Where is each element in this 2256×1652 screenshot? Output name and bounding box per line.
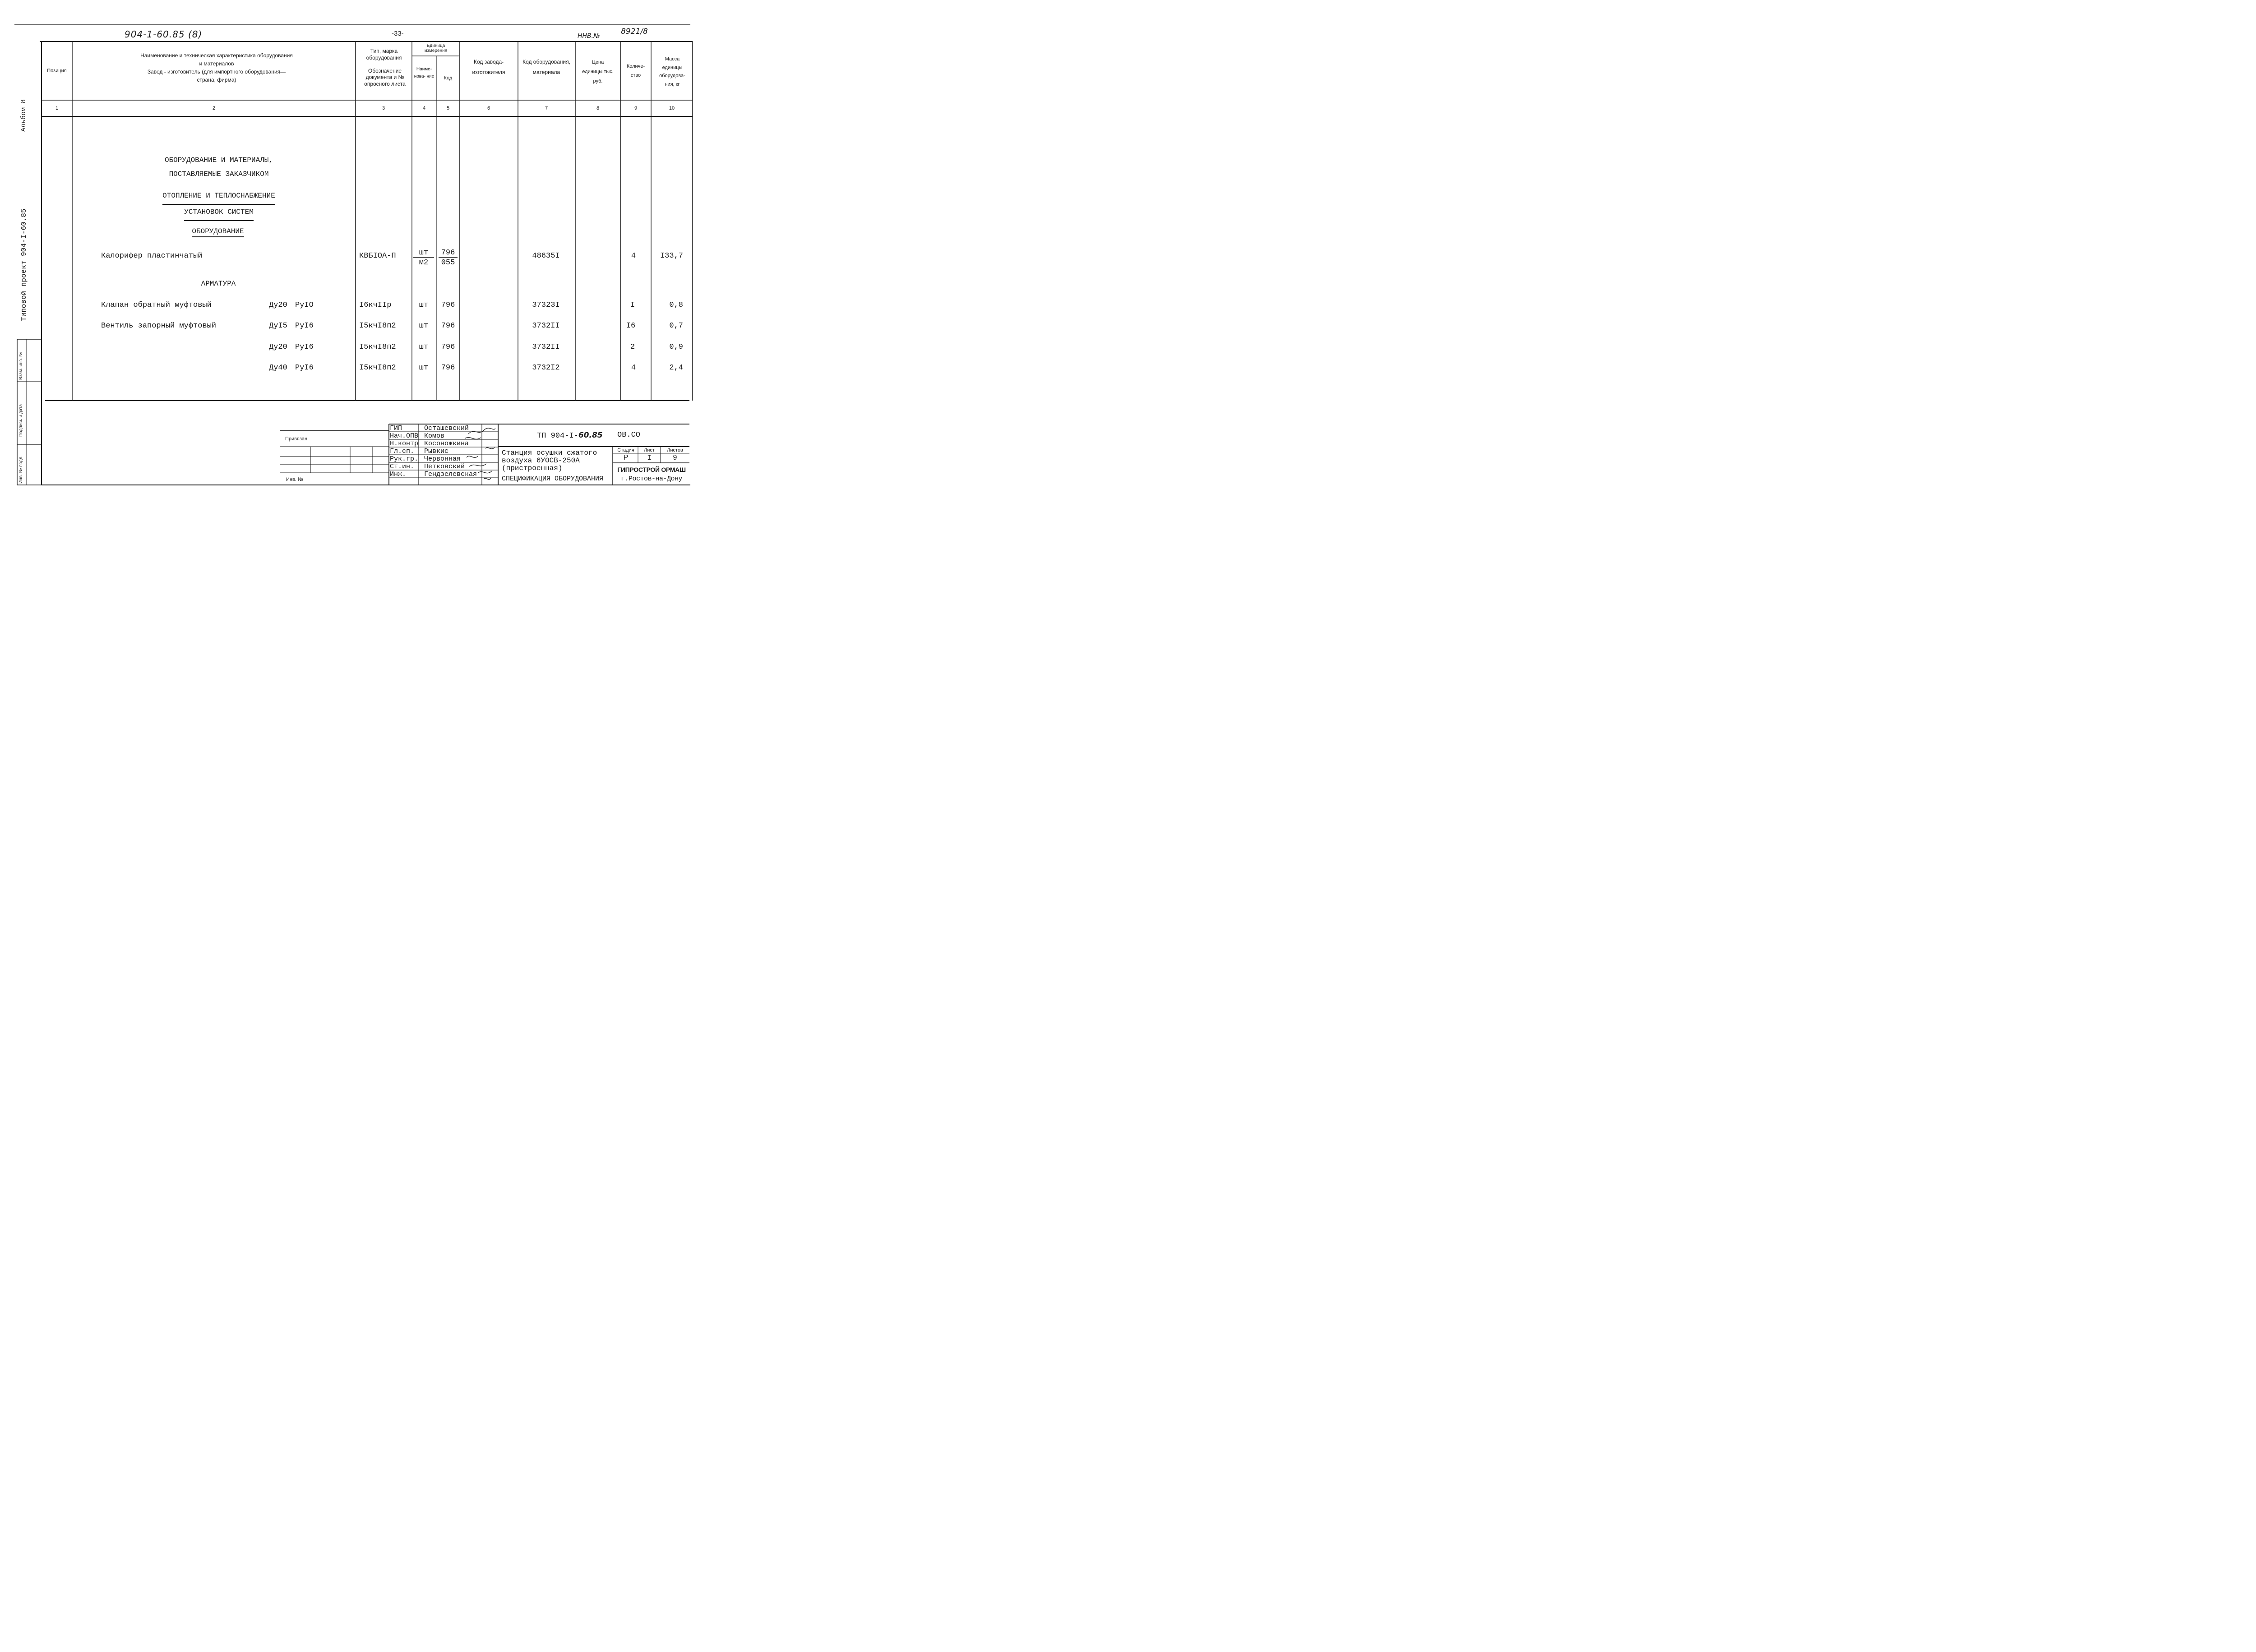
row-4-unit: шт <box>419 343 429 351</box>
stamp-stage-value: Р <box>623 454 629 461</box>
row-1-qty: 4 <box>631 252 636 260</box>
col-header-qty: Количе- ство <box>626 64 645 78</box>
row-5-equip-code: 3732I2 <box>532 364 560 372</box>
row-1-unit-top: шт <box>413 249 434 258</box>
row-5-pu: РуI6 <box>295 364 314 372</box>
row-1-mark: КВБIОА-П <box>359 252 396 260</box>
row-2-mass: 0,8 <box>669 301 683 309</box>
row-5-mark: I5кчI8п2 <box>359 364 396 372</box>
row-4-mass: 0,9 <box>669 343 683 351</box>
row-3-pu: РуI6 <box>295 322 314 330</box>
col-number-6: 6 <box>487 106 490 111</box>
row-2-du: Ду20 <box>269 301 287 309</box>
project-label: Типовой проект 904-I-60.85 <box>20 208 28 321</box>
stamp-title: Станция осушки сжатого воздуха 6УОСВ-250А (пристроенная) <box>502 449 597 472</box>
side-box-vzam: Взам. инв. № <box>18 352 23 380</box>
col-number-5: 5 <box>446 106 450 111</box>
col-header-name: Наименование и техническая характеристика оборудования и материалов Завод - изготовитель (для импортного оборудования— страна, фирма) <box>140 52 293 83</box>
inv-value: 8921/8 <box>621 27 648 36</box>
inv-label: ННВ.№ <box>578 32 600 40</box>
stamp-roles: ГИП Нач.ОПВ Н.контр Гл.сп. Рук.гр. Ст.ин. Инж. <box>390 425 419 478</box>
row-3-du: ДуI5 <box>269 322 287 330</box>
stamp-sheet-label: Лист <box>644 448 655 453</box>
stamp-city: г.Ростов-на-Дону <box>620 475 683 483</box>
col-number-3: 3 <box>382 106 385 111</box>
section-heading-fittings: АРМАТУРА <box>201 280 236 288</box>
col-header-mfr-code: Код завода- изготовителя <box>472 59 505 75</box>
row-5-mass: 2,4 <box>669 364 683 372</box>
album-label: Альбом 8 <box>20 99 28 132</box>
col-header-unit-code: Код <box>444 75 453 81</box>
col-header-price: Цена единицы тыс. руб. <box>582 60 614 84</box>
row-2-pu: РуIO <box>295 301 314 309</box>
row-3-code: 796 <box>441 322 455 330</box>
row-3-equip-code: 3732II <box>532 322 560 330</box>
row-3-unit: шт <box>419 322 429 330</box>
col-number-1: 1 <box>55 106 59 111</box>
stamp-doc-mark: ОВ.СО <box>617 431 641 439</box>
stamp-stage-label: Стадия <box>617 448 634 453</box>
row-3-mass: 0,7 <box>669 322 683 330</box>
row-2-mark: I6кчIIр <box>359 301 392 309</box>
stamp-spec-title: СПЕЦИФИКАЦИЯ ОБОРУДОВАНИЯ <box>502 475 604 483</box>
col-header-unit: Единица измерения <box>424 43 448 53</box>
row-2-code: 796 <box>441 301 455 309</box>
row-5-du: Ду40 <box>269 364 287 372</box>
section-heading-heating: ОТОПЛЕНИЕ И ТЕПЛОСНАБЖЕНИЕ УСТАНОВОК СИСТЕМ <box>135 189 302 221</box>
stamp-sheets-value: 9 <box>673 454 677 461</box>
row-1-code-top: 796 <box>439 249 458 258</box>
col-header-type-mark: Тип, марка оборудования <box>366 48 402 61</box>
row-2-qty: I <box>630 301 635 309</box>
side-box-podpis: Подпись и дата <box>18 404 23 437</box>
col-number-9: 9 <box>634 106 638 111</box>
col-number-2: 2 <box>212 106 216 111</box>
row-1-mass: I33,7 <box>660 252 683 260</box>
row-5-unit: шт <box>419 364 429 372</box>
row-1-unit-bottom: м2 <box>419 258 429 267</box>
col-number-10: 10 <box>669 106 675 111</box>
row-3-qty: I6 <box>626 322 636 330</box>
row-2-name: Клапан обратный муфтовый <box>101 301 212 309</box>
col-number-4: 4 <box>422 106 426 111</box>
stamp-org: ГИПРОСТРОЙ ОРМАШ <box>617 466 686 473</box>
stamp-sheet-value: I <box>647 454 652 462</box>
signatures-graphic <box>460 426 501 484</box>
row-5-qty: 4 <box>631 364 636 372</box>
side-box-inv: Инв. № подл. <box>18 455 23 484</box>
section-heading-supplied: ОБОРУДОВАНИЕ И МАТЕРИАЛЫ, ПОСТАВЛЯЕМЫЕ ЗАКАЗЧИКОМ <box>164 156 273 178</box>
row-5-code: 796 <box>441 364 455 372</box>
row-1-code-bottom: 055 <box>441 258 455 267</box>
row-4-equip-code: 3732II <box>532 343 560 351</box>
row-2-equip-code: 37323I <box>532 301 560 309</box>
row-1-equip-code: 48635I <box>532 252 560 260</box>
stamp-inv-no: Инв. № <box>286 477 303 482</box>
col-header-position: Позиция <box>47 68 67 74</box>
col-header-designation: Обозначение документа и № опросного листа <box>364 68 406 87</box>
section-heading-equipment: ОБОРУДОВАНИЕ <box>166 227 270 237</box>
row-4-mark: I5кчI8п2 <box>359 343 396 351</box>
row-3-mark: I5кчI8п2 <box>359 322 396 330</box>
stamp-sheets-label: Листов <box>667 448 683 453</box>
col-header-equip-code: Код оборудования, материала <box>522 59 570 75</box>
doc-code: 904-1-60.85 (8) <box>125 29 203 40</box>
row-2-unit: шт <box>419 301 429 309</box>
stamp-privyazan: Привязан <box>285 436 308 442</box>
row-4-pu: РуI6 <box>295 343 314 351</box>
col-header-mass: Масса единицы оборудова- ния, кг <box>659 56 685 88</box>
col-number-7: 7 <box>545 106 548 111</box>
row-4-du: Ду20 <box>269 343 287 351</box>
col-header-unit-name: Наиме- нова- ние <box>414 67 435 79</box>
stamp-names: Осташевский Комов Косоножкина Рывкис Червонная Петковский Гендзелевская <box>424 425 477 478</box>
page-number: -33- <box>392 30 404 37</box>
row-1-name: Калорифер пластинчатый <box>101 252 203 260</box>
row-4-qty: 2 <box>630 343 635 351</box>
stamp-doc-number: ТП 904-I-60.85 <box>537 431 603 440</box>
row-3-name: Вентиль запорный муфтовый <box>101 322 217 330</box>
row-4-code: 796 <box>441 343 455 351</box>
col-number-8: 8 <box>596 106 600 111</box>
